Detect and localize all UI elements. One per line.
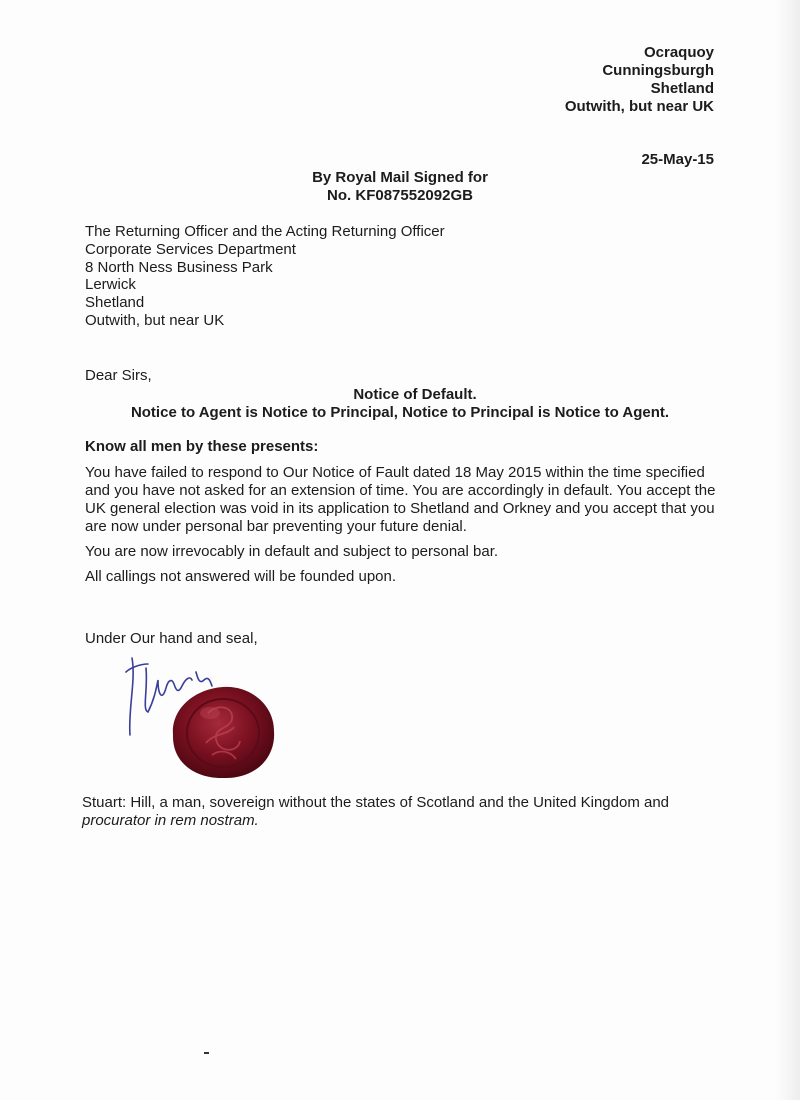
sender-line: Outwith, but near UK [564,98,714,115]
notice-title: Notice of Default. [353,386,477,403]
closing-line: Under Our hand and seal, [85,630,258,647]
recipient-line: Corporate Services Department [85,240,296,258]
scan-speck [204,1052,209,1054]
body-paragraph: You have failed to respond to Our Notice of Fault dated 18 May 2015 within the time specified and you have not asked for an extension of time. You are accordingly in default. You accept the UK general election was void in its application to Shetland and Orkney and you accept that you are now under personal bar preventing your future denial. [85,464,716,535]
sender-line: Cunningsburgh [602,62,714,79]
tracking-number: No. KF087552092GB [327,187,473,204]
sender-line: Ocraquoy [643,44,714,61]
recipient-line: The Returning Officer and the Acting Returning Officer [85,223,445,240]
signoff [82,794,722,830]
delivery-line: By Royal Mail Signed for [312,169,488,186]
notice-subtitle: Notice to Agent is Notice to Principal, Notice to Principal is Notice to Agent. [130,404,670,421]
recipient-address [85,223,445,330]
wax-seal [168,683,278,781]
scan-edge-shadow [776,0,800,1100]
letter-date: 25-May-15 [641,151,714,168]
recipient-line: Lerwick [85,276,136,294]
recipient-line: 8 North Ness Business Park [85,258,273,276]
letter-body [85,464,725,593]
notice-heading [0,386,800,422]
sender-line: Shetland [650,80,714,97]
recipient-line: Shetland [85,294,145,312]
body-paragraph: You are now irrevocably in default and subject to personal bar. [85,543,499,560]
recipient-line: Outwith, but near UK [85,311,225,329]
know-all-heading: Know all men by these presents: [85,438,319,455]
signoff-title: procurator in rem nostram. [82,812,259,829]
body-paragraph: All callings not answered will be founded upon. [85,568,397,585]
delivery-method [300,169,500,205]
signoff-name: Stuart: Hill, a man, sovereign without the states of Scotland and the United Kingdom and [82,794,670,811]
salutation: Dear Sirs, [85,367,152,384]
sender-address [565,44,714,116]
